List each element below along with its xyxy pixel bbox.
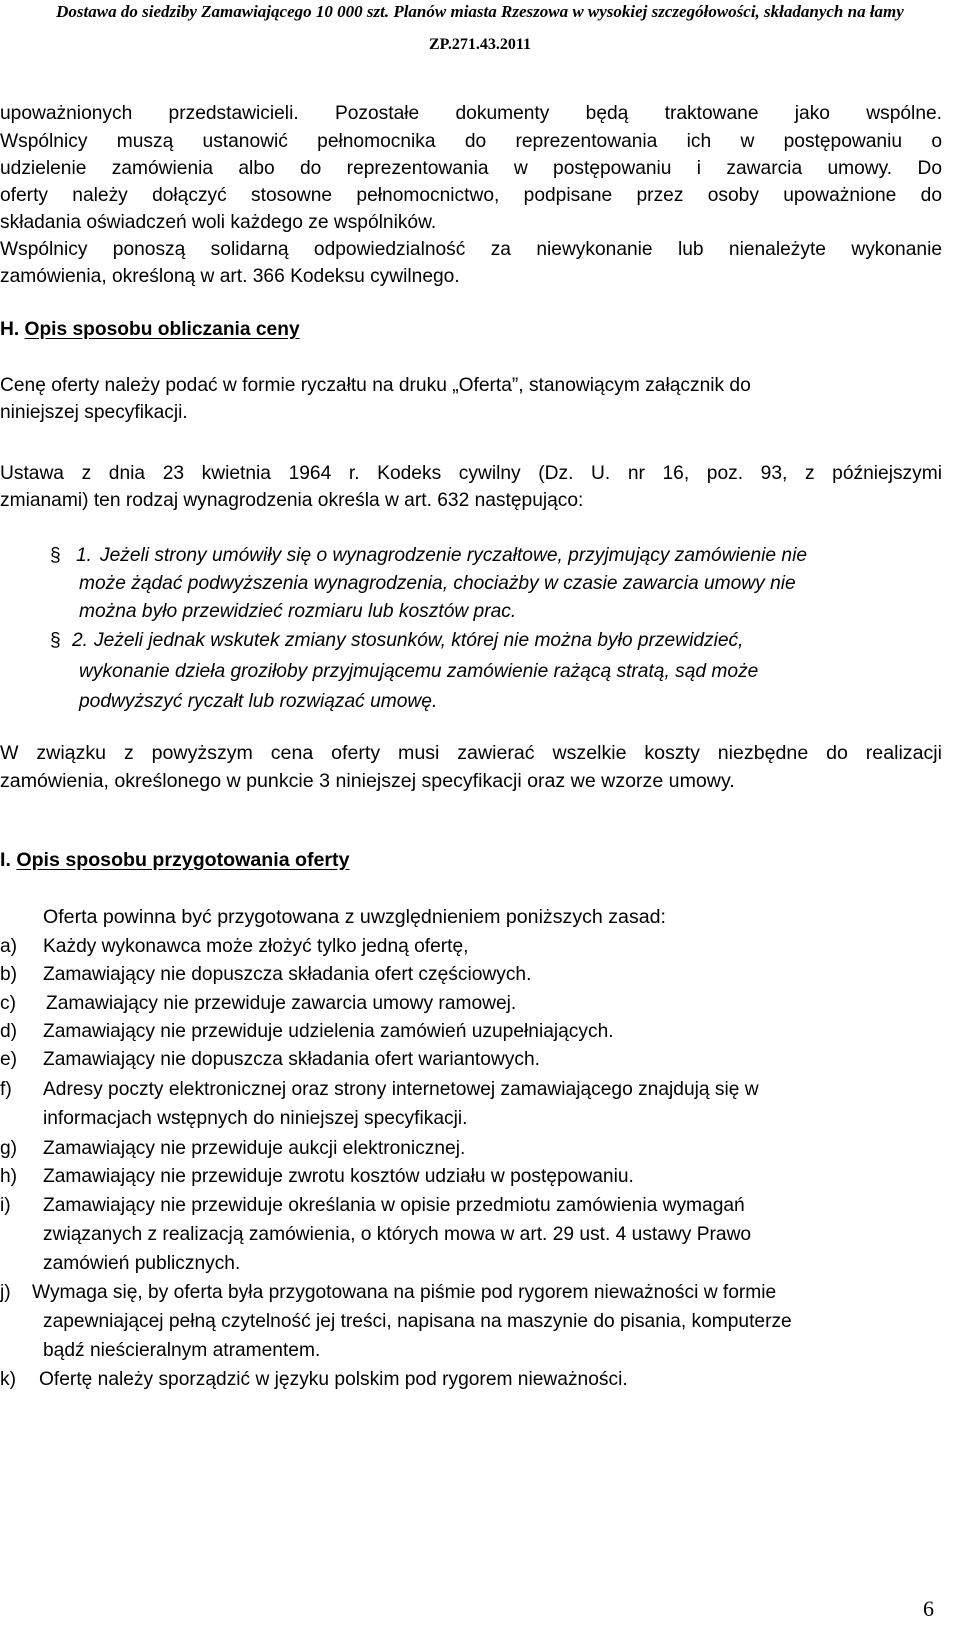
quote-line: może żądać podwyższenia wynagrodzenia, chociażby w czasie zawarcia umowy nie [79, 573, 796, 594]
list-item: Zamawiający nie przewiduje aukcji elektronicznej. [43, 1138, 466, 1159]
quote-number: 2. [72, 630, 89, 651]
page-number: 6 [923, 1596, 934, 1621]
list-item: Każdy wykonawca może złożyć tylko jedną ofertę, [43, 936, 469, 957]
list-item: Zamawiający nie przewiduje zawarcia umowy ramowej. [46, 993, 517, 1014]
list-item: Zamawiający nie dopuszcza składania ofert wariantowych. [43, 1049, 540, 1070]
intro-line: oferty należy dołączyć stosowne pełnomocnictwo, podpisane przez osoby upoważnione do [0, 185, 942, 206]
intro-line: Wspólnicy ponoszą solidarną odpowiedzialność za niewykonanie lub nienależyte wykonanie [0, 239, 942, 260]
list-item: Zamawiający nie przewiduje określania w opisie przedmiotu zamówienia wymagań [43, 1195, 745, 1216]
list-item: Adresy poczty elektronicznej oraz strony internetowej zamawiającego znajdują się w [43, 1079, 759, 1100]
intro-line: udzielenie zamówienia albo do reprezentowania w postępowaniu i zawarcia umowy. Do [0, 158, 942, 179]
section-i-title: Opis sposobu przygotowania oferty [16, 849, 350, 871]
intro-line: zamówienia, określoną w art. 366 Kodeksu cywilnego. [0, 266, 460, 287]
list-item-letter: e) [0, 1049, 18, 1070]
list-item-continuation: bądź nieścieralnym atramentem. [43, 1340, 321, 1361]
section-i-intro: Oferta powinna być przygotowana z uwzględnieniem poniższych zasad: [43, 906, 666, 928]
list-item: Zamawiający nie przewiduje udzielenia zamówień uzupełniających. [43, 1021, 614, 1042]
quote-line: można było przewidzieć rozmiaru lub kosztów prac. [79, 601, 517, 622]
list-item-continuation: związanych z realizacją zamówienia, o których mowa w art. 29 ust. 4 ustawy Prawo [43, 1224, 752, 1245]
list-item-letter: d) [0, 1021, 18, 1042]
quote-line: Jeżeli jednak wskutek zmiany stosunków, której nie można było przewidzieć, [94, 630, 744, 651]
section-h-para1-line: niniejszej specyfikacji. [0, 402, 188, 423]
section-h-para3-line: W związku z powyższym cena oferty musi zawierać wszelkie koszty niezbędne do realizacji [0, 742, 942, 764]
paragraph-mark: § [50, 630, 61, 651]
list-item: Zamawiający nie przewiduje zwrotu kosztów udziału w postępowaniu. [43, 1166, 634, 1187]
paragraph-mark: § [50, 545, 61, 566]
quote-line: wykonanie dzieła groziłoby przyjmującemu zamówienie rażącą stratą, sąd może [79, 661, 759, 682]
intro-line: upoważnionych przedstawicieli. Pozostałe dokumenty będą traktowane jako wspólne. [0, 103, 942, 124]
list-item-continuation: informacjach wstępnych do niniejszej specyfikacji. [43, 1108, 468, 1129]
section-h-title: Opis sposobu obliczania ceny [24, 319, 300, 340]
header-reference: ZP.271.43.2011 [428, 36, 532, 53]
list-item-letter: h) [0, 1166, 18, 1187]
section-h-para3-line: zamówienia, określonego w punkcie 3 niniejszej specyfikacji oraz we wzorze umowy. [0, 770, 735, 792]
list-item-letter: c) [0, 993, 16, 1014]
quote-number: 1. [76, 545, 93, 566]
list-item-letter: a) [0, 936, 18, 957]
list-item-letter: k) [0, 1369, 16, 1390]
list-item-letter: j) [0, 1282, 11, 1303]
section-i-letter: I. [0, 849, 11, 871]
intro-line: składania oświadczeń woli każdego ze wspólników. [0, 212, 437, 233]
list-item: Ofertę należy sporządzić w języku polskim pod rygorem nieważności. [39, 1369, 628, 1390]
list-item-letter: g) [0, 1138, 18, 1159]
list-item: Zamawiający nie dopuszcza składania ofert częściowych. [43, 964, 532, 985]
section-h-heading [0, 317, 300, 343]
list-item-continuation: zapewniającej pełną czytelność jej treści, napisana na maszynie do pisania, komputerze [43, 1311, 792, 1332]
section-h-letter: H. [0, 319, 20, 340]
quote-line: podwyższyć ryczałt lub rozwiązać umowę. [79, 691, 438, 712]
list-item: Wymaga się, by oferta była przygotowana na piśmie pod rygorem nieważności w formie [32, 1282, 777, 1303]
list-item-letter: i) [0, 1195, 11, 1216]
list-item-continuation: zamówień publicznych. [43, 1253, 241, 1274]
section-h-para2-line: zmianami) ten rodzaj wynagrodzenia określa w art. 632 następująco: [0, 490, 584, 511]
quote-line: Jeżeli strony umówiły się o wynagrodzenie ryczałtowe, przyjmujący zamówienie nie [100, 545, 808, 566]
list-item-letter: b) [0, 964, 18, 985]
section-h-para2-line: Ustawa z dnia 23 kwietnia 1964 r. Kodeks cywilny (Dz. U. nr 16, poz. 93, z późniejszymi [0, 463, 942, 484]
list-item-letter: f) [0, 1079, 12, 1100]
section-h-para1-line: Cenę oferty należy podać w formie ryczałtu na druku „Oferta”, stanowiącym załącznik do [0, 375, 751, 396]
section-i-heading [0, 847, 349, 873]
intro-line: Wspólnicy muszą ustanowić pełnomocnika do reprezentowania ich w postępowaniu o [0, 131, 942, 152]
header-title: Dostawa do siedziby Zamawiającego 10 000 szt. Planów miasta Rzeszowa w wysokiej szczegółowości, składanych na łamy [56, 2, 904, 21]
